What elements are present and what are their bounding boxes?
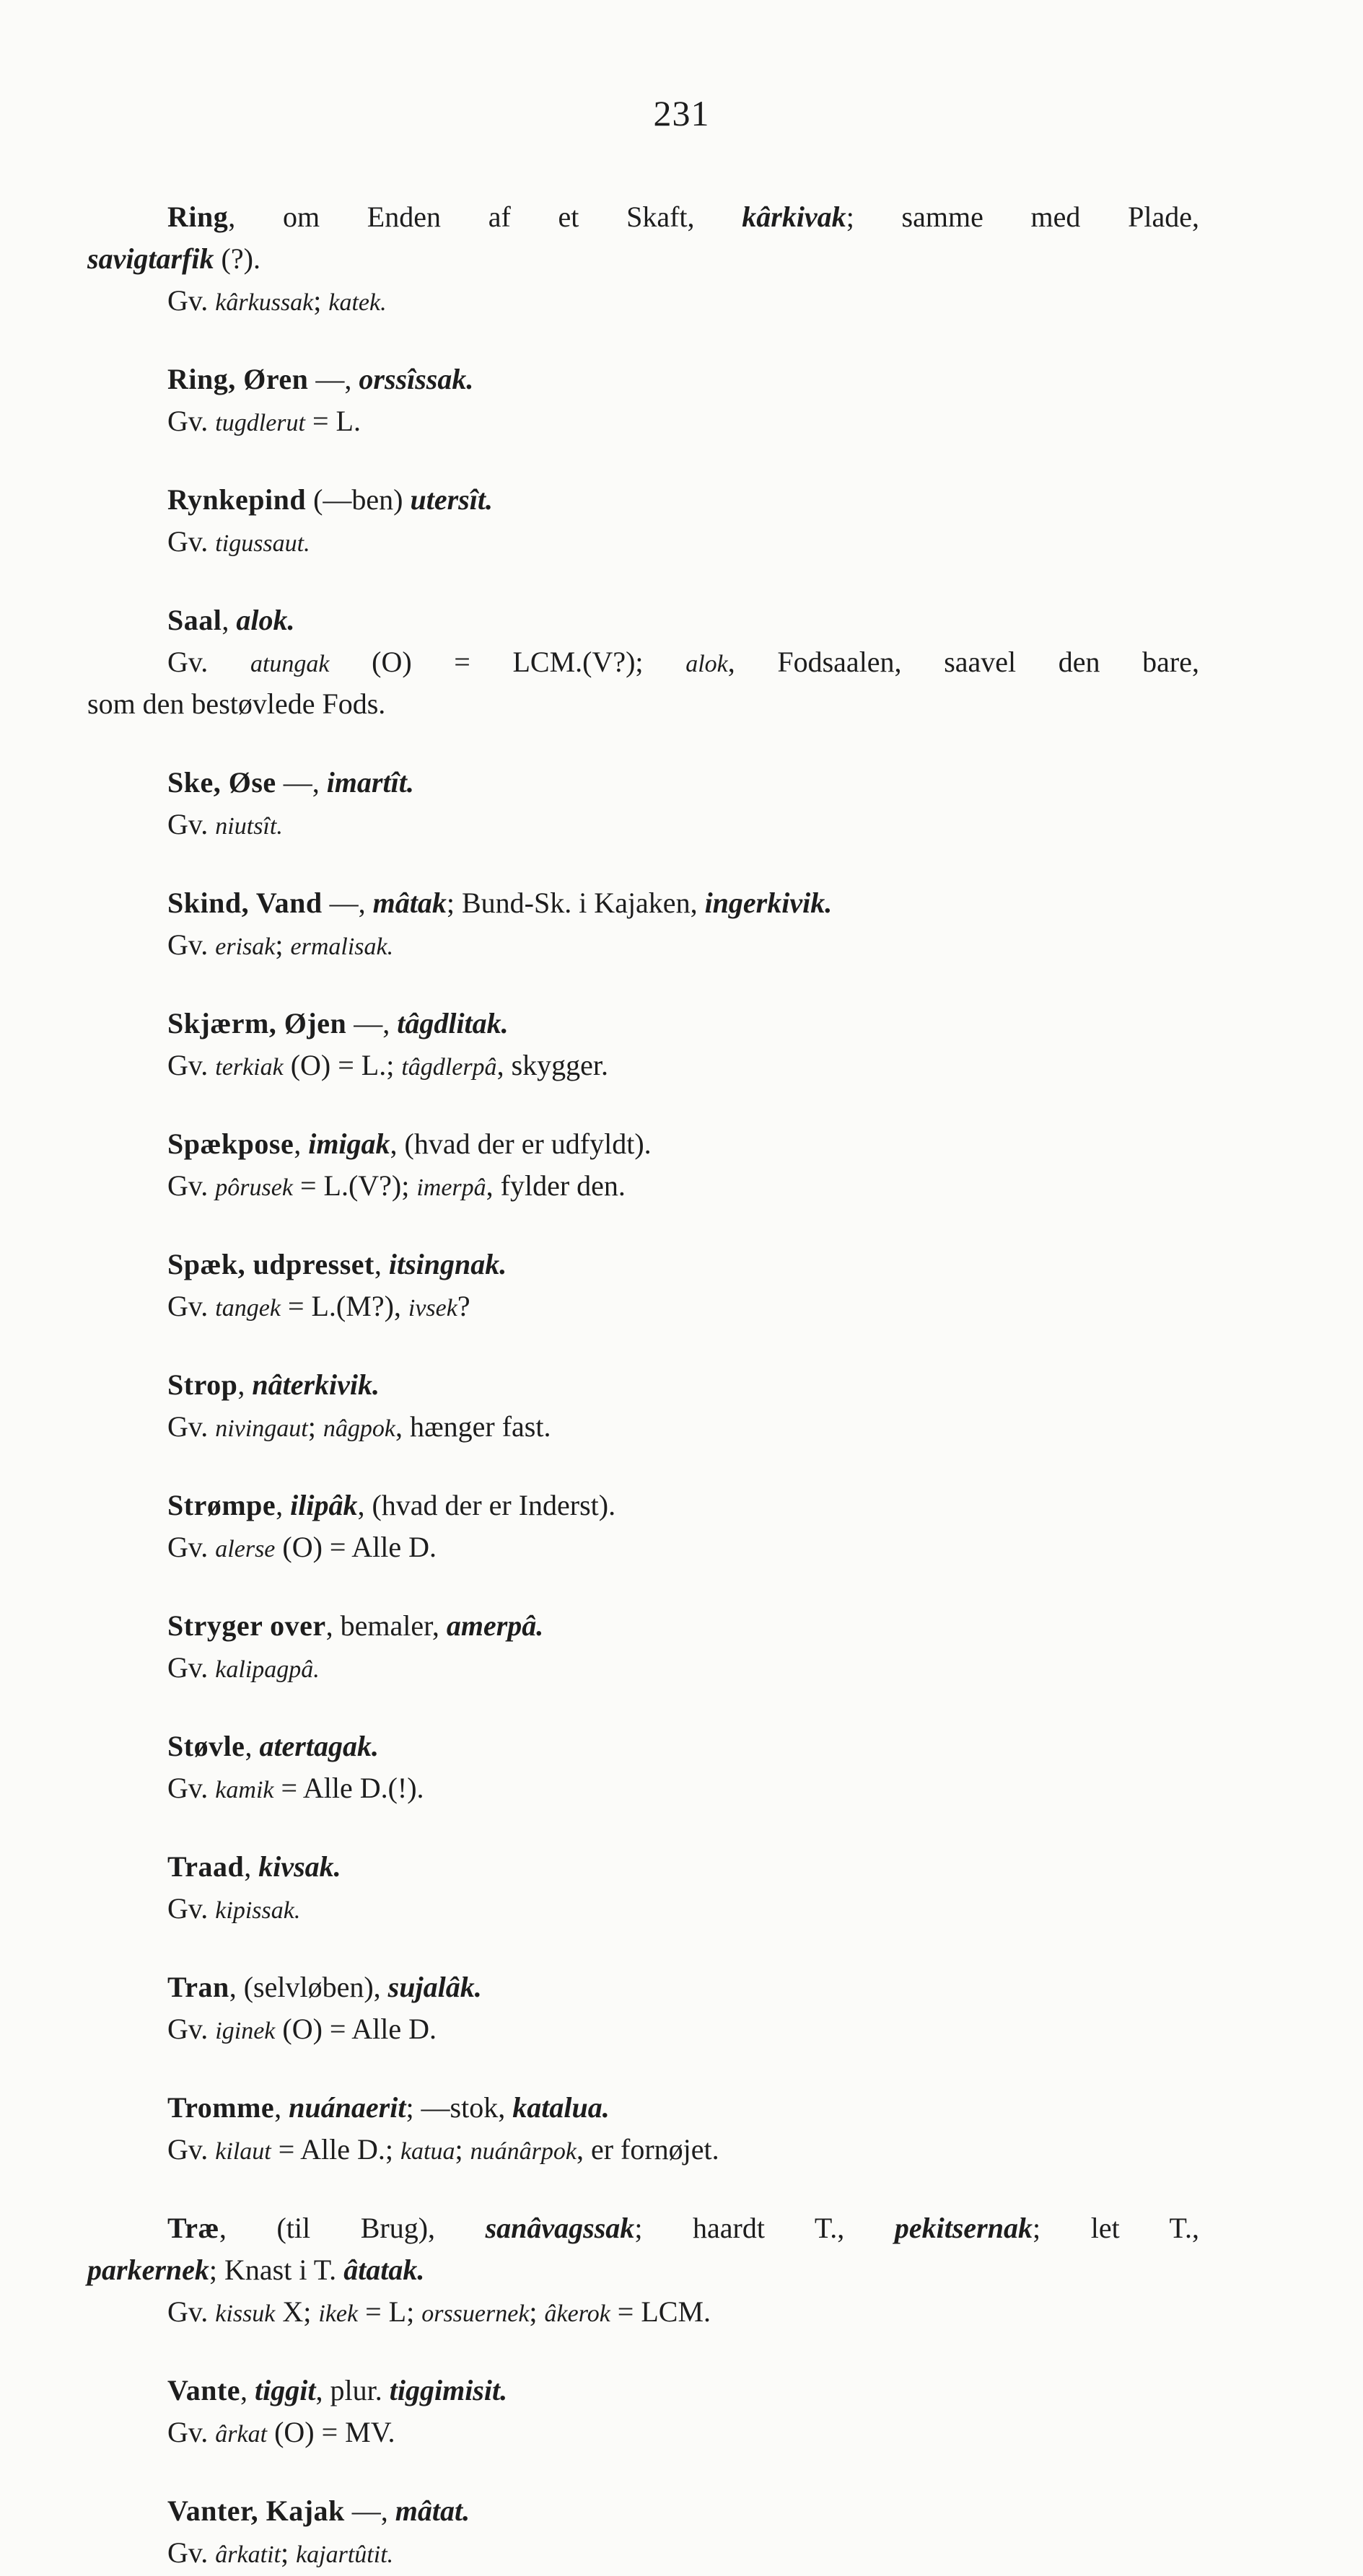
greenlandic-term: nuánaerit xyxy=(289,2091,406,2124)
text: Gv. xyxy=(167,284,216,317)
greenlandic-term: imigak xyxy=(308,1127,390,1160)
greenlandic-term: sanâvagssak xyxy=(485,2212,635,2244)
greenlandic-term: katalua. xyxy=(512,2091,610,2124)
text: , fylder den. xyxy=(486,1169,626,1202)
headword: Skjærm, Øjen xyxy=(167,1007,347,1039)
entry-spacer xyxy=(0,1568,1363,1605)
text: ; Knast i T. xyxy=(209,2254,344,2286)
greenlandic-variant-line xyxy=(167,521,1199,563)
entry-spacer xyxy=(0,1207,1363,1244)
entry-line xyxy=(87,238,1199,280)
greenlandic-variant-line xyxy=(167,1647,1199,1689)
entry-spacer xyxy=(0,1689,1363,1726)
text: (O) = Alle D. xyxy=(275,1531,437,1563)
greenlandic-term: nuánârpok xyxy=(470,2138,577,2165)
text: (O) = Alle D. xyxy=(275,2013,437,2045)
text: ; xyxy=(275,928,291,961)
greenlandic-variant-line xyxy=(167,2412,1199,2453)
dictionary-entry xyxy=(0,2370,1363,2453)
entry-spacer xyxy=(0,1930,1363,1966)
entry-spacer xyxy=(0,2050,1363,2087)
text: —, xyxy=(322,887,373,919)
text: , (hvad der er udfyldt). xyxy=(390,1127,652,1160)
text: , (til Brug), xyxy=(219,2212,486,2244)
text: —, xyxy=(308,363,359,395)
greenlandic-term: terkiak xyxy=(215,1054,284,1081)
dictionary-entry xyxy=(0,1846,1363,1930)
dictionary-entry xyxy=(0,1726,1363,1809)
greenlandic-variant-line xyxy=(167,1285,1199,1327)
greenlandic-term: tâgdlitak. xyxy=(397,1007,509,1039)
text: ; xyxy=(455,2133,470,2166)
greenlandic-term: itsingnak. xyxy=(388,1248,507,1280)
text: = Alle D.; xyxy=(271,2133,400,2166)
greenlandic-term: tigussaut. xyxy=(215,530,310,557)
text: Gv. xyxy=(167,928,216,961)
entry-line xyxy=(167,2087,1199,2129)
entry-spacer xyxy=(0,725,1363,762)
greenlandic-variant-line xyxy=(167,1767,1199,1809)
text: Gv. xyxy=(167,646,250,678)
dictionary-entry xyxy=(0,1003,1363,1086)
greenlandic-term: ilipâk xyxy=(290,1489,358,1521)
text: , er fornøjet. xyxy=(576,2133,719,2166)
greenlandic-term: orssîssak. xyxy=(359,363,474,395)
text: (—ben) xyxy=(306,483,411,516)
text: Gv. xyxy=(167,2013,216,2045)
greenlandic-term: imartît. xyxy=(326,766,414,799)
greenlandic-term: atungak xyxy=(250,651,330,677)
headword: Vante xyxy=(167,2374,241,2406)
greenlandic-term: pekitsernak xyxy=(894,2212,1033,2244)
text: , (selvløben), xyxy=(229,1971,388,2003)
text: —, xyxy=(276,766,327,799)
greenlandic-variant-line xyxy=(167,280,1199,322)
entry-line xyxy=(167,196,1199,238)
entry-spacer xyxy=(0,966,1363,1003)
text: —, xyxy=(344,2494,395,2527)
greenlandic-term: ingerkivik. xyxy=(704,887,833,919)
dictionary-entry xyxy=(0,1966,1363,2050)
text: Gv. xyxy=(167,808,216,840)
headword: Spækpose xyxy=(167,1127,294,1160)
dictionary-entry xyxy=(0,882,1363,966)
headword: Traad xyxy=(167,1850,245,1883)
dictionary-entry xyxy=(0,2207,1363,2333)
headword: Strop xyxy=(167,1368,238,1401)
greenlandic-term: parkernek xyxy=(87,2254,209,2286)
greenlandic-variant-line xyxy=(167,400,1199,442)
entry-line xyxy=(167,1244,1199,1285)
text: Gv. xyxy=(167,2416,216,2448)
greenlandic-term: ârkatit xyxy=(215,2541,281,2568)
text: Gv. xyxy=(167,405,216,437)
greenlandic-term: kârkivak xyxy=(742,201,846,233)
entry-spacer xyxy=(0,845,1363,882)
headword: Ring xyxy=(167,201,229,233)
greenlandic-variant-line xyxy=(167,1045,1199,1086)
greenlandic-variant-line xyxy=(167,1888,1199,1930)
greenlandic-term: tiggit xyxy=(255,2374,316,2406)
entry-line xyxy=(87,2249,1199,2291)
text: (O) = L.; xyxy=(283,1049,402,1081)
dictionary-entry xyxy=(0,1123,1363,1207)
text: , xyxy=(222,604,237,636)
greenlandic-term: tiggimisit. xyxy=(389,2374,508,2406)
entry-spacer xyxy=(0,1327,1363,1364)
entry-line xyxy=(167,479,1199,521)
text: Gv. xyxy=(167,1531,216,1563)
dictionary-entry xyxy=(0,2490,1363,2574)
dictionary-entries xyxy=(0,196,1363,2574)
text: ; —stok, xyxy=(406,2091,513,2124)
text: = L.(M?), xyxy=(280,1290,408,1322)
greenlandic-term: alok. xyxy=(236,604,295,636)
text: , Fodsaalen, saavel den bare, xyxy=(727,646,1199,678)
text: , xyxy=(294,1127,309,1160)
greenlandic-variant-line xyxy=(167,924,1199,966)
greenlandic-term: âtatak. xyxy=(343,2254,425,2286)
greenlandic-variant-line xyxy=(167,641,1199,683)
text: , bemaler, xyxy=(325,1609,447,1642)
entry-line xyxy=(167,762,1199,804)
greenlandic-term: erisak xyxy=(215,933,276,960)
greenlandic-variant-line xyxy=(167,1406,1199,1448)
text: Gv. xyxy=(167,2536,216,2569)
greenlandic-term: kivsak. xyxy=(258,1850,341,1883)
dictionary-entry xyxy=(0,196,1363,322)
headword: Træ xyxy=(167,2212,219,2244)
entry-spacer xyxy=(0,1448,1363,1485)
entry-line xyxy=(167,1846,1199,1888)
dictionary-entry xyxy=(0,599,1363,725)
headword: Ske, Øse xyxy=(167,766,276,799)
text: Gv. xyxy=(167,2295,216,2328)
text: = LCM. xyxy=(610,2295,711,2328)
text: , (hvad der er Inderst). xyxy=(357,1489,616,1521)
entry-spacer xyxy=(0,563,1363,599)
text: ; xyxy=(529,2295,545,2328)
greenlandic-term: nâgpok xyxy=(323,1415,395,1442)
headword: Ring, Øren xyxy=(167,363,309,395)
greenlandic-term: âkerok xyxy=(544,2300,610,2327)
text: (O) = MV. xyxy=(267,2416,395,2448)
text: , xyxy=(237,1368,253,1401)
headword: Tran xyxy=(167,1971,229,2003)
entry-line xyxy=(167,1726,1199,1767)
entry-line xyxy=(167,882,1199,924)
entry-spacer xyxy=(0,1086,1363,1123)
greenlandic-term: savigtarfik xyxy=(87,242,214,275)
greenlandic-term: sujalâk. xyxy=(387,1971,482,2003)
greenlandic-variant-line xyxy=(167,2129,1199,2171)
entry-line xyxy=(167,1003,1199,1045)
entry-spacer xyxy=(0,2453,1363,2490)
text: ; samme med Plade, xyxy=(846,201,1199,233)
text: ; haardt T., xyxy=(634,2212,895,2244)
headword: Rynkepind xyxy=(167,483,307,516)
greenlandic-term: niutsît. xyxy=(215,813,283,840)
entry-line xyxy=(167,1485,1199,1526)
text: , xyxy=(240,2374,255,2406)
headword: Stryger over xyxy=(167,1609,326,1642)
text: Gv. xyxy=(167,1651,216,1684)
greenlandic-term: amerpâ. xyxy=(446,1609,544,1642)
text: , om Enden af et Skaft, xyxy=(228,201,742,233)
text: Gv. xyxy=(167,1772,216,1804)
greenlandic-variant-line xyxy=(167,2532,1199,2574)
greenlandic-term: kajartûtit. xyxy=(296,2541,394,2568)
entry-line xyxy=(167,1605,1199,1647)
greenlandic-term: pôrusek xyxy=(215,1174,293,1201)
text: Gv. xyxy=(167,1892,216,1925)
text: Gv. xyxy=(167,1410,216,1443)
page-number: 231 xyxy=(653,93,710,133)
greenlandic-term: kamik xyxy=(215,1777,274,1803)
text: (?). xyxy=(214,242,260,275)
dictionary-entry xyxy=(0,2087,1363,2171)
greenlandic-term: tangek xyxy=(215,1295,281,1322)
text: ; xyxy=(307,1410,323,1443)
greenlandic-variant-line xyxy=(167,804,1199,845)
entry-spacer xyxy=(0,322,1363,359)
text: = L.(V?); xyxy=(292,1169,417,1202)
headword: Vanter, Kajak xyxy=(167,2494,345,2527)
entry-line xyxy=(167,1123,1199,1165)
dictionary-entry xyxy=(0,1485,1363,1568)
entry-line xyxy=(167,2370,1199,2412)
greenlandic-term: alok xyxy=(685,651,728,677)
text: Gv. xyxy=(167,525,216,558)
entry-spacer xyxy=(0,2171,1363,2207)
greenlandic-term: orssuernek xyxy=(421,2300,530,2327)
greenlandic-term: nivingaut xyxy=(215,1415,308,1442)
greenlandic-term: katek. xyxy=(328,289,387,316)
greenlandic-term: ermalisak. xyxy=(290,933,394,960)
greenlandic-term: alerse xyxy=(215,1536,276,1562)
text: ; xyxy=(313,284,329,317)
greenlandic-term: imerpâ xyxy=(416,1174,486,1201)
text: (O) = LCM.(V?); xyxy=(329,646,686,678)
text: Gv. xyxy=(167,1290,216,1322)
text: som den bestøvlede Fods. xyxy=(87,687,386,720)
greenlandic-term: iginek xyxy=(215,2018,276,2044)
headword: Tromme xyxy=(167,2091,275,2124)
entry-line xyxy=(167,599,1199,641)
greenlandic-term: tugdlerut xyxy=(215,410,305,436)
text: , hænger fast. xyxy=(395,1410,551,1443)
text: , skygger. xyxy=(496,1049,608,1081)
headword: Støvle xyxy=(167,1730,245,1762)
dictionary-entry xyxy=(0,479,1363,563)
headword: Skind, Vand xyxy=(167,887,323,919)
greenlandic-term: tâgdlerpâ xyxy=(401,1054,497,1081)
text: Gv. xyxy=(167,2133,216,2166)
greenlandic-term: mâtak xyxy=(372,887,447,919)
text: , xyxy=(276,1489,291,1521)
text: Gv. xyxy=(167,1049,216,1081)
greenlandic-term: atertagak. xyxy=(259,1730,379,1762)
text: ; Bund-Sk. i Kajaken, xyxy=(446,887,705,919)
headword: Saal xyxy=(167,604,222,636)
text: ? xyxy=(457,1290,470,1322)
dictionary-entry xyxy=(0,762,1363,845)
greenlandic-term: kalipagpâ. xyxy=(215,1656,320,1683)
headword: Spæk, udpresset xyxy=(167,1248,374,1280)
headword: Strømpe xyxy=(167,1489,276,1521)
greenlandic-term: nâterkivik. xyxy=(252,1368,380,1401)
greenlandic-term: kilaut xyxy=(215,2138,271,2165)
text: —, xyxy=(346,1007,398,1039)
entry-line xyxy=(167,2490,1199,2532)
greenlandic-variant-line xyxy=(167,1526,1199,1568)
text: , xyxy=(274,2091,289,2124)
entry-spacer xyxy=(0,442,1363,479)
text: , xyxy=(245,1730,260,1762)
entry-line xyxy=(167,359,1199,400)
greenlandic-term: ikek xyxy=(318,2300,359,2327)
greenlandic-term: kârkussak xyxy=(215,289,314,316)
text: X; xyxy=(275,2295,319,2328)
dictionary-entry xyxy=(0,359,1363,442)
text: ; xyxy=(280,2536,297,2569)
text: = Alle D.(!). xyxy=(273,1772,424,1804)
greenlandic-term: kissuk xyxy=(215,2300,276,2327)
greenlandic-variant-line xyxy=(167,2008,1199,2050)
greenlandic-term: kipissak. xyxy=(215,1897,301,1924)
dictionary-entry xyxy=(0,1244,1363,1327)
dictionary-entry xyxy=(0,1364,1363,1448)
entry-line xyxy=(167,1966,1199,2008)
greenlandic-term: mâtat. xyxy=(395,2494,470,2527)
greenlandic-term: ivsek xyxy=(408,1295,457,1322)
greenlandic-variant-line xyxy=(167,2291,1199,2333)
dictionary-entry xyxy=(0,1605,1363,1689)
text: = L. xyxy=(304,405,361,437)
entry-line xyxy=(167,2207,1199,2249)
text: Gv. xyxy=(167,1169,216,1202)
greenlandic-variant-line xyxy=(87,683,1199,725)
text: , xyxy=(244,1850,259,1883)
greenlandic-variant-line xyxy=(167,1165,1199,1207)
text: , xyxy=(374,1248,389,1280)
entry-spacer xyxy=(0,1809,1363,1846)
entry-spacer xyxy=(0,2333,1363,2370)
greenlandic-term: utersît. xyxy=(410,483,493,516)
greenlandic-term: ârkat xyxy=(215,2421,268,2448)
greenlandic-term: katua xyxy=(400,2138,455,2165)
text: ; let T., xyxy=(1033,2212,1200,2244)
text: = L; xyxy=(358,2295,422,2328)
text: , plur. xyxy=(315,2374,390,2406)
entry-line xyxy=(167,1364,1199,1406)
